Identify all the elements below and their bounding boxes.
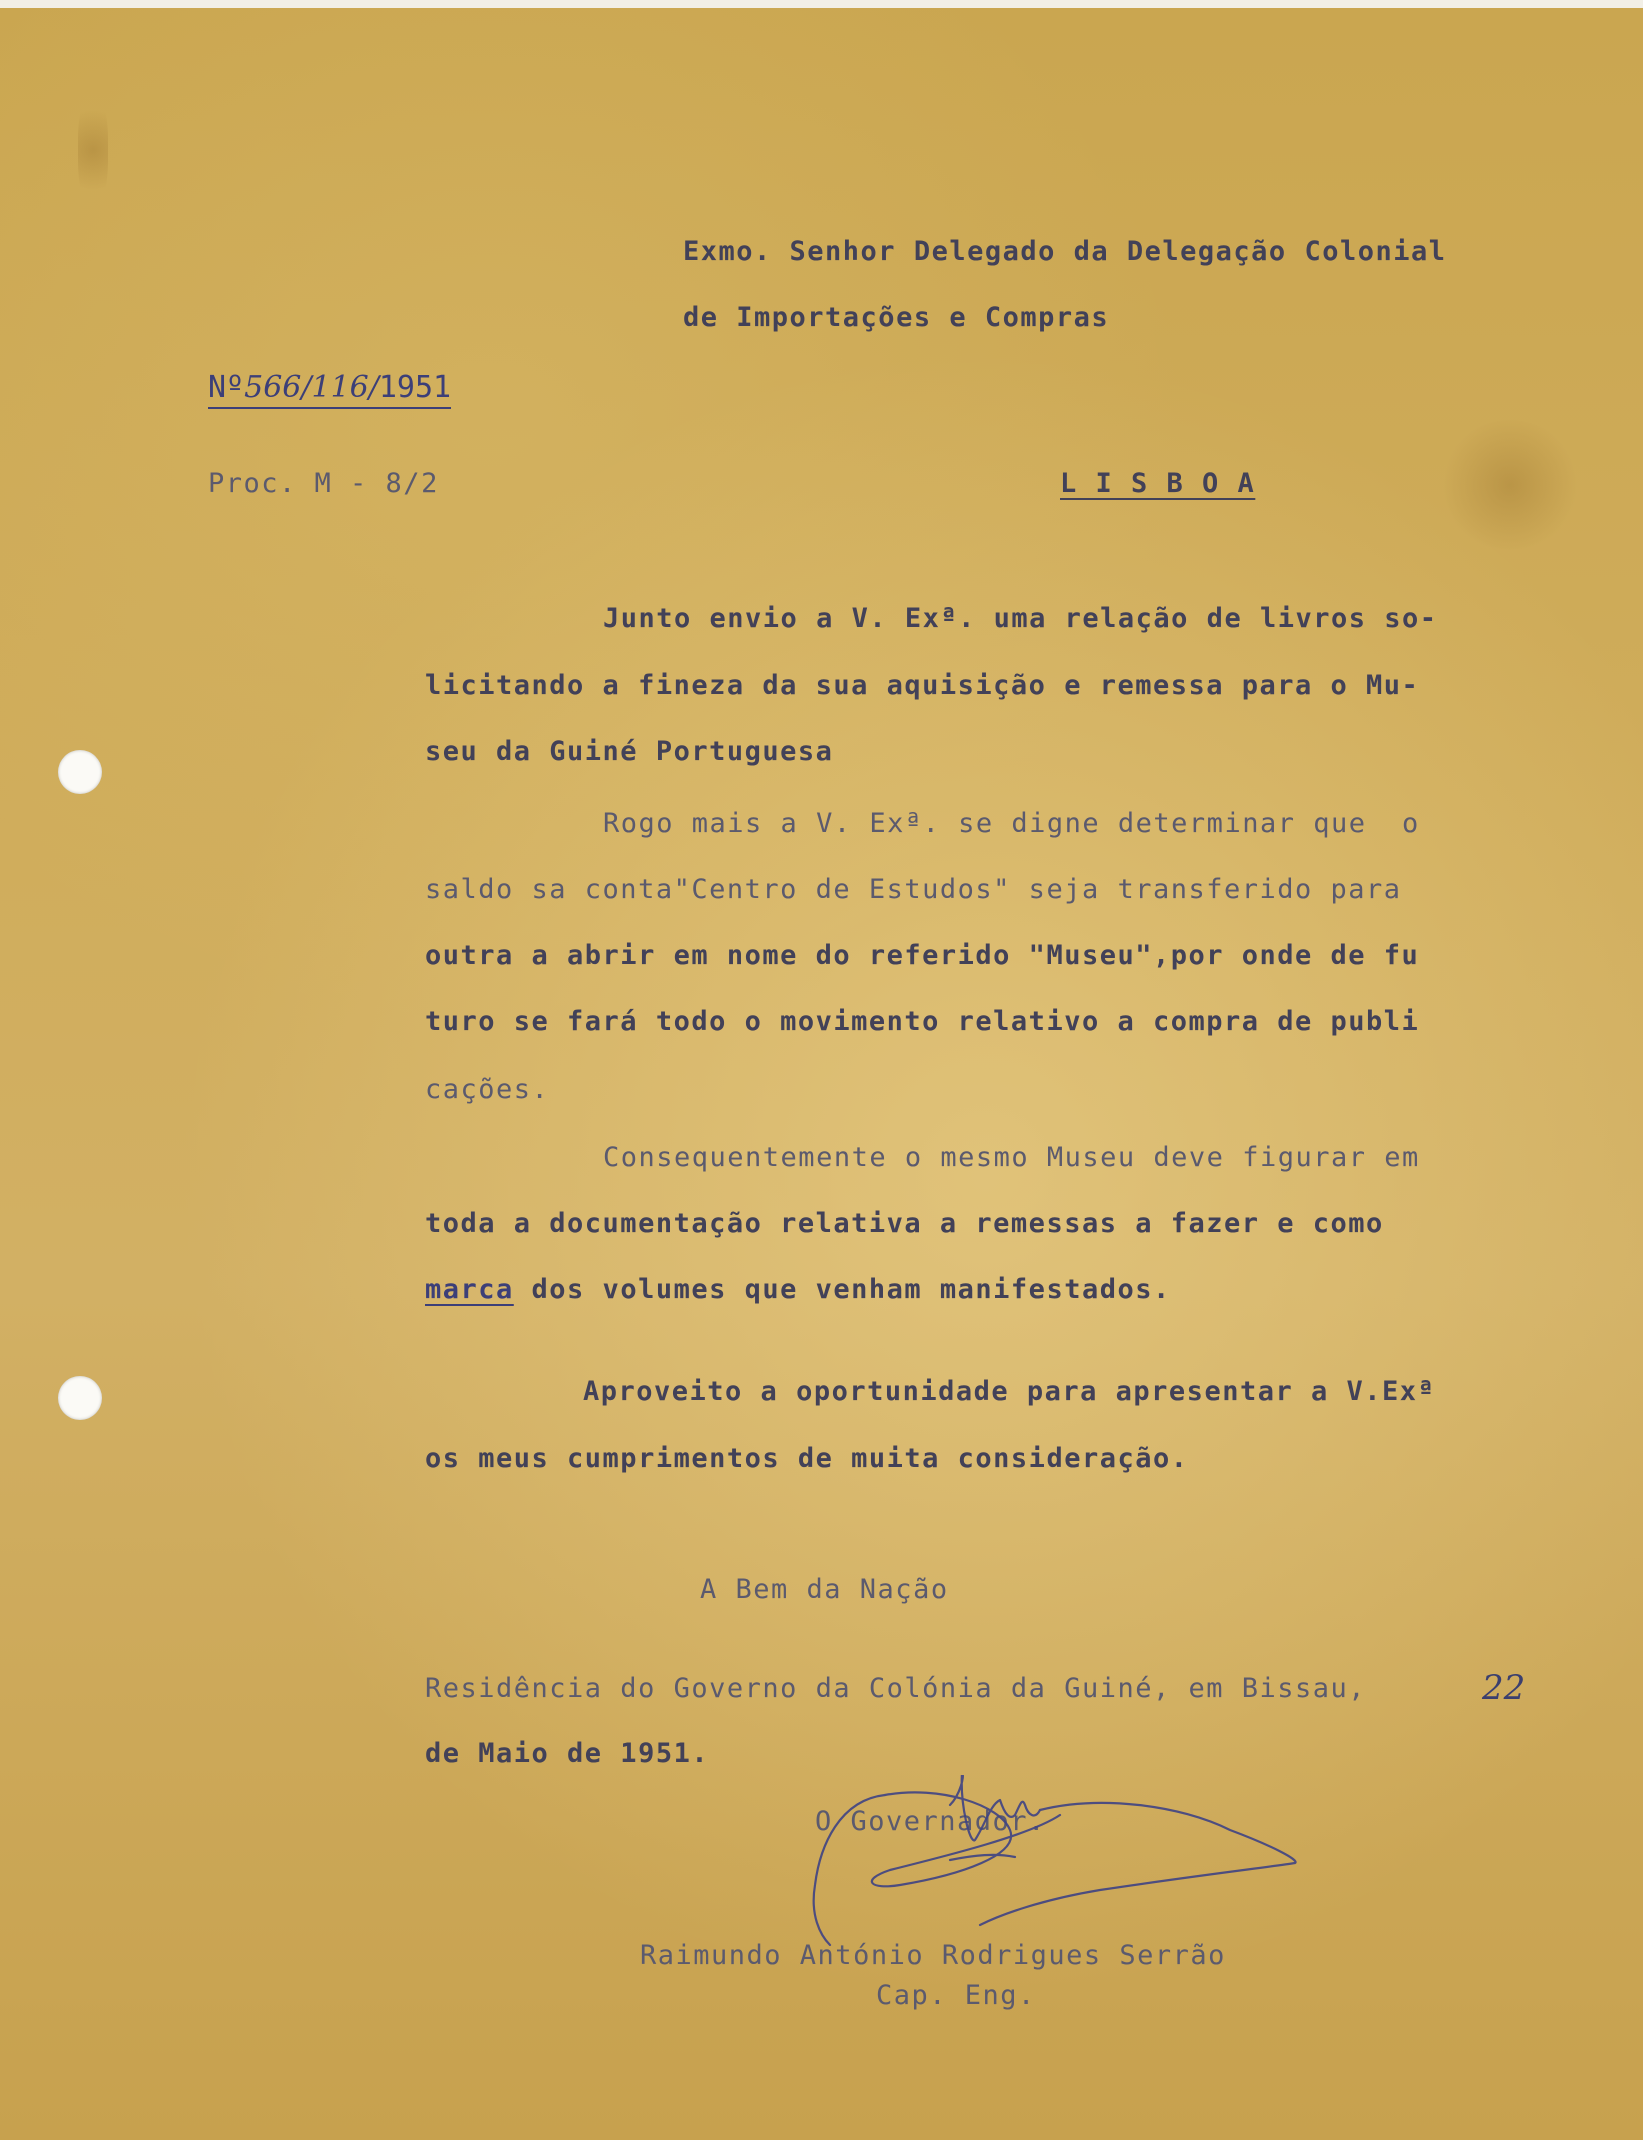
body-p2-line-3: outra a abrir em nome do referido "Museu",por onde de fu (425, 940, 1420, 971)
place-line: Residência do Governo da Colónia da Guiné, em Bissau, (425, 1673, 1367, 1704)
destination-city: L I S B O A (1060, 468, 1256, 499)
signatory-rank: Cap. Eng. (876, 1980, 1036, 2011)
addressee-line-2: de Importações e Compras (683, 302, 1110, 333)
governor-title: O Governador. (815, 1806, 1046, 1837)
body-p4-line-2: os meus cumprimentos de muita consideração. (425, 1443, 1189, 1474)
process-reference: Proc. M - 8/2 (208, 468, 439, 499)
signatory-name: Raimundo António Rodrigues Serrão (640, 1940, 1226, 1971)
marca-underlined: marca (425, 1274, 514, 1305)
reference-handwritten: 566/116/ (244, 370, 379, 405)
body-p1-line-2: licitando a fineza da sua aquisição e remessa para o Mu- (425, 670, 1420, 701)
body-p1-line-3: seu da Guiné Portuguesa (425, 736, 834, 767)
addressee-line-1: Exmo. Senhor Delegado da Delegação Colonial (683, 236, 1447, 267)
paper-stain (1440, 420, 1580, 550)
body-p2-line-2: saldo sa conta"Centro de Estudos" seja transferido para (425, 874, 1402, 905)
reference-prefix: Nº (208, 370, 245, 405)
punch-hole-top (58, 750, 102, 794)
body-p3-line-2: toda a documentação relativa a remessas a fazer e como (425, 1208, 1384, 1239)
punch-hole-bottom (58, 1376, 102, 1420)
scan-top-edge (0, 0, 1643, 8)
body-p2-line-1: Rogo mais a V. Exª. se digne determinar que o (603, 808, 1420, 839)
date-line: de Maio de 1951. (425, 1738, 710, 1769)
salutation: A Bem da Nação (700, 1574, 949, 1605)
handwritten-day: 22 (1482, 1668, 1526, 1708)
body-p2-line-5: cações. (425, 1074, 550, 1105)
body-p4-line-1: Aproveito a oportunidade para apresentar a V.Exª (583, 1376, 1436, 1407)
body-p1-line-1: Junto envio a V. Exª. uma relação de livros so- (603, 603, 1438, 634)
body-p2-line-4: turo se fará todo o movimento relativo a compra de publi (425, 1006, 1420, 1037)
body-p3-line-1: Consequentemente o mesmo Museu deve figurar em (603, 1142, 1420, 1173)
staple-mark (78, 95, 108, 205)
body-p3-line-3-rest: dos volumes que venham manifestados. (513, 1274, 1171, 1305)
reference-number (208, 370, 451, 409)
body-p3-line-3 (425, 1276, 1171, 1303)
reference-year: 1951 (378, 370, 452, 405)
